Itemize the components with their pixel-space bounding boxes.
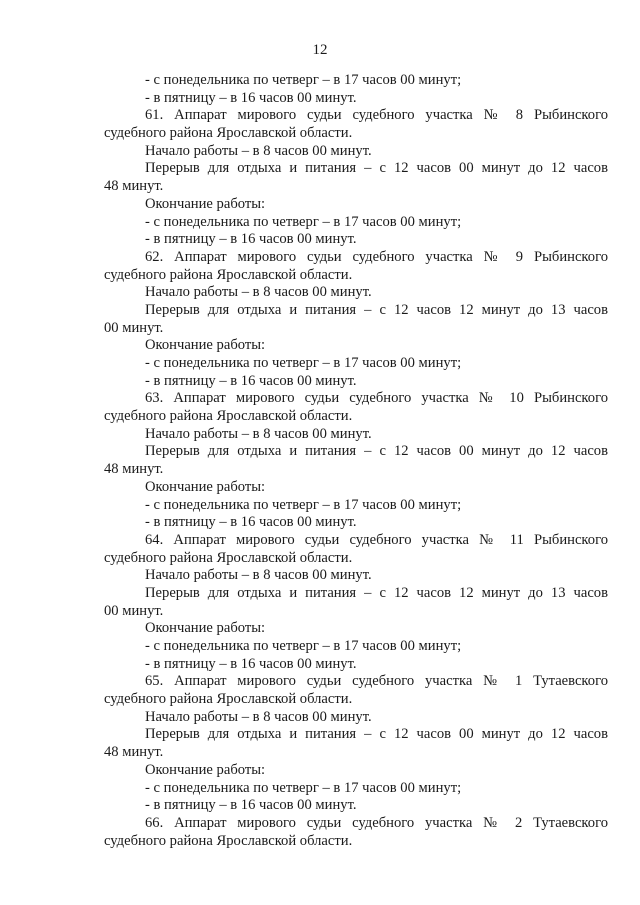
text-line: судебного района Ярославской области. xyxy=(104,125,353,142)
text-line: 00 минут. xyxy=(104,602,164,619)
text-line: - с понедельника по четверг – в 17 часов 00 минут; xyxy=(145,355,462,371)
text-line: - в пятницу – в 16 часов 00 минут. xyxy=(145,372,357,389)
text-line: - с понедельника по четверг – в 17 часов 00 минут; xyxy=(145,638,462,654)
text-line: Перерыв для отдыха и питания – с 12 часов 00 минут до 12 часов xyxy=(145,726,608,743)
text-line: Перерыв для отдыха и питания – с 12 часов 12 минут до 13 часов xyxy=(145,301,608,318)
text-line: судебного района Ярославской области. xyxy=(104,549,353,566)
text-line: судебного района Ярославской области. xyxy=(104,832,353,849)
text-line: 62. Аппарат мирового судьи судебного участка № 9 Рыбинского xyxy=(145,248,608,265)
text-line: судебного района Ярославской области. xyxy=(104,266,353,283)
text-line: Окончание работы: xyxy=(145,195,266,212)
text-line: - в пятницу – в 16 часов 00 минут. xyxy=(145,655,357,672)
text-line: 66. Аппарат мирового судьи судебного участка № 2 Тутаевского xyxy=(145,814,608,831)
text-line: Окончание работы: xyxy=(145,478,266,495)
page-number: 12 xyxy=(312,42,328,58)
document-body xyxy=(104,72,608,850)
text-line: судебного района Ярославской области. xyxy=(104,691,353,708)
text-line: Начало работы – в 8 часов 00 минут. xyxy=(145,284,372,301)
text-line: - с понедельника по четверг – в 17 часов 00 минут; xyxy=(145,213,462,230)
text-line: 48 минут. xyxy=(104,461,164,478)
text-line: - в пятницу – в 16 часов 00 минут. xyxy=(145,89,357,106)
text-line: Начало работы – в 8 часов 00 минут. xyxy=(145,425,372,442)
text-line: Перерыв для отдыха и питания – с 12 часов 00 минут до 12 часов xyxy=(145,160,608,177)
text-line: 48 минут. xyxy=(104,178,164,195)
text-line: - с понедельника по четверг – в 17 часов 00 минут; xyxy=(145,496,462,513)
text-line: 00 минут. xyxy=(104,319,164,336)
text-line: 48 минут. xyxy=(104,744,164,761)
text-line: Начало работы – в 8 часов 00 минут. xyxy=(145,142,372,159)
text-line: - в пятницу – в 16 часов 00 минут. xyxy=(145,231,357,248)
text-line: 61. Аппарат мирового судьи судебного участка № 8 Рыбинского xyxy=(145,107,608,124)
text-line: Начало работы – в 8 часов 00 минут. xyxy=(145,708,372,725)
text-line: судебного района Ярославской области. xyxy=(104,408,353,425)
text-line: Окончание работы: xyxy=(145,620,266,637)
text-line: Перерыв для отдыха и питания – с 12 часов 12 минут до 13 часов xyxy=(145,584,608,601)
text-line: - с понедельника по четверг – в 17 часов 00 минут; xyxy=(145,72,462,88)
text-line: 64. Аппарат мирового судьи судебного участка № 11 Рыбинского xyxy=(145,531,608,548)
text-line: 65. Аппарат мирового судьи судебного участка № 1 Тутаевского xyxy=(145,673,608,690)
text-line: Перерыв для отдыха и питания – с 12 часов 00 минут до 12 часов xyxy=(145,443,608,460)
text-line: - в пятницу – в 16 часов 00 минут. xyxy=(145,514,357,531)
text-line: Начало работы – в 8 часов 00 минут. xyxy=(145,567,372,584)
text-line: Окончание работы: xyxy=(145,337,266,354)
text-line: Окончание работы: xyxy=(145,761,266,778)
text-line: - с понедельника по четверг – в 17 часов 00 минут; xyxy=(145,779,462,796)
text-line: 63. Аппарат мирового судьи судебного участка № 10 Рыбинского xyxy=(145,390,608,407)
text-line: - в пятницу – в 16 часов 00 минут. xyxy=(145,797,357,814)
